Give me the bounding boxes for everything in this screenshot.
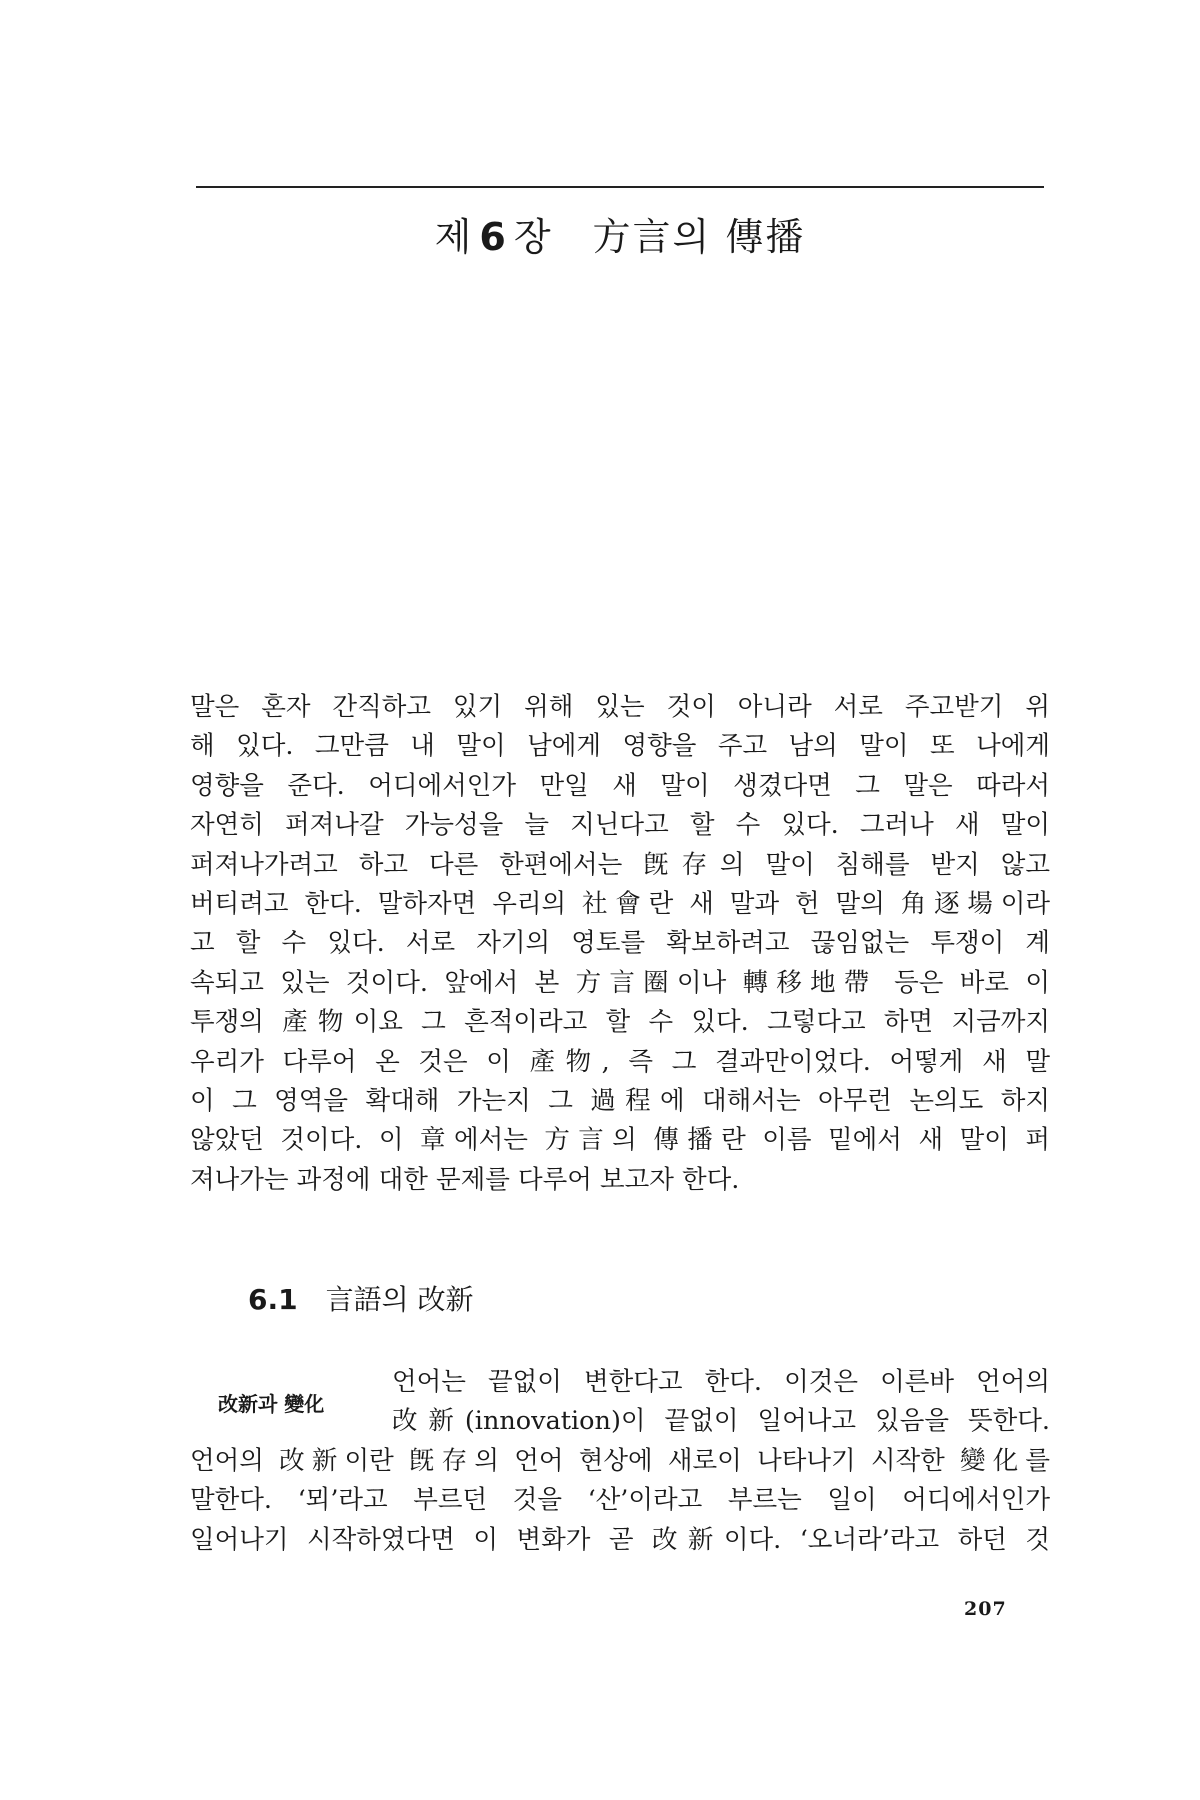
subsection-opening: [392, 1363, 1050, 1442]
text-line: 져나가는 과정에 대한 문제를 다루어 보고자 한다.: [190, 1164, 740, 1195]
chapter-label-suffix: 장: [513, 215, 553, 259]
page-number: 207: [964, 1598, 1007, 1620]
text-line: 언어의 改新이란 旣存의 언어 현상에 새로이 나타나기 시작한 變化를: [190, 1446, 1050, 1476]
chapter-number: 6: [479, 215, 508, 259]
section-number: 6.1: [248, 1283, 298, 1316]
chapter-heading: [196, 206, 1044, 261]
text-line: 말은 혼자 간직하고 있기 위해 있는 것이 아니라 서로 주고받기 위: [190, 692, 1050, 722]
text-line: 우리가 다루어 온 것은 이 產物, 즉 그 결과만이었다. 어떻게 새 말: [190, 1046, 1050, 1077]
chapter-top-rule: [196, 186, 1044, 188]
text-line: 일어나기 시작하였다면 이 변화가 곧 改新이다. ‘오너라’라고 하던 것: [190, 1524, 1050, 1555]
text-line: 버티려고 한다. 말하자면 우리의 社會란 새 말과 헌 말의 角逐場이라: [190, 888, 1050, 919]
text-line: 고 할 수 있다. 서로 자기의 영토를 확보하려고 끊임없는 투쟁이 계: [190, 928, 1050, 959]
text-line: 말한다. ‘뫼’라고 부르던 것을 ‘산’이라고 부르는 일이 어디에서인가: [190, 1485, 1050, 1516]
text-line: 속되고 있는 것이다. 앞에서 본 方言圈이나 轉移地帶 등은 바로 이: [190, 967, 1050, 998]
text-line: 퍼져나가려고 하고 다른 한편에서는 旣存의 말이 침해를 받지 않고: [190, 849, 1050, 880]
text-line: 투쟁의 產物이요 그 흔적이라고 할 수 있다. 그렇다고 하면 지금까지: [190, 1007, 1050, 1038]
text-line: 해 있다. 그만큼 내 말이 남에게 영향을 주고 남의 말이 또 나에게: [190, 731, 1050, 762]
subsection-body: [190, 1442, 1050, 1560]
text-line: 이 그 영역을 확대해 가는지 그 過程에 대해서는 아무런 논의도 하지: [190, 1085, 1050, 1116]
text-line: 자연히 퍼져나갈 가능성을 늘 지닌다고 할 수 있다. 그러나 새 말이: [190, 810, 1050, 841]
intro-paragraph: [190, 688, 1050, 1200]
text-line: 않았던 것이다. 이 章에서는 方言의 傳播란 이름 밑에서 새 말이 퍼: [190, 1125, 1050, 1156]
section-heading: [248, 1278, 474, 1318]
chapter-title: 方言의 傳播: [592, 215, 806, 259]
text-line: 언어는 끝없이 변한다고 한다. 이것은 이른바 언어의: [392, 1367, 1050, 1397]
text-line: 改新(innovation)이 끝없이 일어나고 있음을 뜻한다.: [392, 1406, 1050, 1437]
chapter-label-prefix: 제: [434, 215, 474, 259]
text-line: 영향을 준다. 어디에서인가 만일 새 말이 생겼다면 그 말은 따라서: [190, 770, 1050, 801]
margin-label: 改新과 變化: [218, 1392, 325, 1416]
section-title: 言語의 改新: [325, 1283, 474, 1316]
